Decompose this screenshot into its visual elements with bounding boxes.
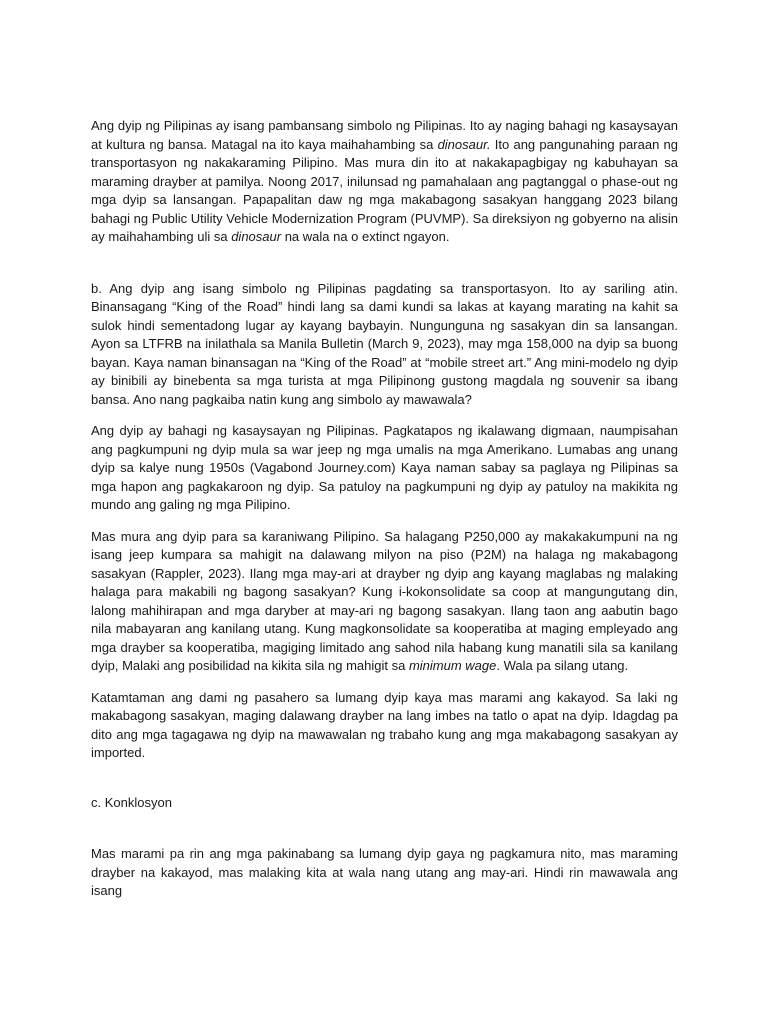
paragraph-symbol: b. Ang dyip ang isang simbolo ng Pilipinas pagdating sa transportasyon. Ito ay sariling atin. Binansagang “King of the Road” hindi lang sa dami kundi sa lakas at kayang marating na kahit sa sulok hindi sementadong lugar ay kayang baybayin. Nungunguna ng sasakyan din sa lansangan. Ayon sa LTFRB na inilathala sa Manila Bulletin (March 9, 2023), may mga 158,000 na dyip sa buong bayan. Kaya naman binansagan na “King of the Road” at “mobile street art.” Ang mini-modelo ng dyip ay binibili ay binebenta sa mga turista at mga Pilipinong gustong magdala ng souvenir sa ibang bansa. Ano nang pagkaiba natin kung ang simbolo ay mawawala?: [91, 280, 678, 407]
section-heading-conclusion: c. Konklosyon: [91, 794, 172, 810]
paragraph-introduction: [91, 117, 678, 247]
paragraph-history: Ang dyip ay bahagi ng kasaysayan ng Pilipinas. Pagkatapos ng ikalawang digmaan, naumpisahan ang pagkumpuni ng dyip mula sa war jeep ng mga umalis na mga Amerikano. Lumabas ang unang dyip sa kalye nung 1950s (Vagabond Journey.com) Kaya naman sabay sa paglaya ng Pilipinas sa mga hapon ang pagkakaroon ng dyip. Sa patuloy na pagkumpuni ng dyip ay patuloy na makikita ng mundo ang galing ng mga Pilipino.: [91, 423, 678, 512]
italic-term: minimum wage: [408, 658, 497, 673]
italic-term: dinosaur: [231, 229, 282, 244]
paragraph-conclusion: Mas marami pa rin ang mga pakinabang sa lumang dyip gaya ng pagkamura nito, mas maraming drayber na kakayod, mas malaking kita at wala nang utang ang may-ari. Hindi rin mawawala ang isang: [91, 846, 678, 898]
paragraph-text: . Wala pa silang utang.: [496, 658, 629, 673]
paragraph-text: Ang dyip ng Pilipinas ay isang pambansang simbolo ng Pilipinas. Ito ay naging bahagi ng kasaysayan at kultura ng bansa. Matagal na ito kaya maihahambing sa: [91, 118, 678, 152]
paragraph-cost: [91, 528, 678, 676]
paragraph-text: na wala na o extinct ngayon.: [281, 229, 450, 244]
paragraph-text: Mas mura ang dyip para sa karaniwang Pilipino. Sa halagang P250,000 ay makakakumpuni na ng isang jeep kumpara sa mahigit na dalawang milyon na piso (P2M) na halaga ng makabagong sasakyan (Rappler, 2023). Ilang mga may-ari at drayber ng dyip ang kayang maglabas ng malaking halaga para makabili ng bagong sasakyan? Kung i-kokonsolidate sa coop at mangungutang din, lalong mahihirapan and mga daryber at may-ari ng bagong sasakyan. Ilang taon ang aabutin bago nila mabayaran ang kanilang utang. Kung magkonsolidate sa kooperatiba at maging empleyado ang mga drayber sa kooperatiba, magiging limitado ang sahod nila habang kung manatili sila sa kanilang dyip, Malaki ang posibilidad na kikita sila ng mahigit sa: [91, 528, 678, 673]
paragraph-livelihood: Katamtaman ang dami ng pasahero sa lumang dyip kaya mas marami ang kakayod. Sa laki ng makabagong sasakyan, maging dalawang drayber na lang imbes na tatlo o apat na dyip. Idagdag pa dito ang mga tagagawa ng dyip na mawawalan ng trabaho kung ang mga makabagong sasakyan ay imported.: [91, 689, 678, 760]
paragraph-text: Ito ang pangunahing paraan ng transportasyon ng nakakaraming Pilipino. Mas mura din ito at nakakapagbigay ng kabuhayan sa maraming drayber at pamilya. Noong 2017, inilunsad ng pamahalaan ang pagtanggal o phase-out ng mga dyip sa lansangan. Papapalitan daw ng mga makabagong sasakyan hanggang 2023 bilang bahagi ng Public Utility Vehicle Modernization Program (PUVMP). Sa direksiyon ng gobyerno na alisin ay maihahambing uli sa: [91, 136, 678, 244]
italic-term: dinosaur.: [437, 136, 491, 152]
document-page: [91, 117, 678, 901]
